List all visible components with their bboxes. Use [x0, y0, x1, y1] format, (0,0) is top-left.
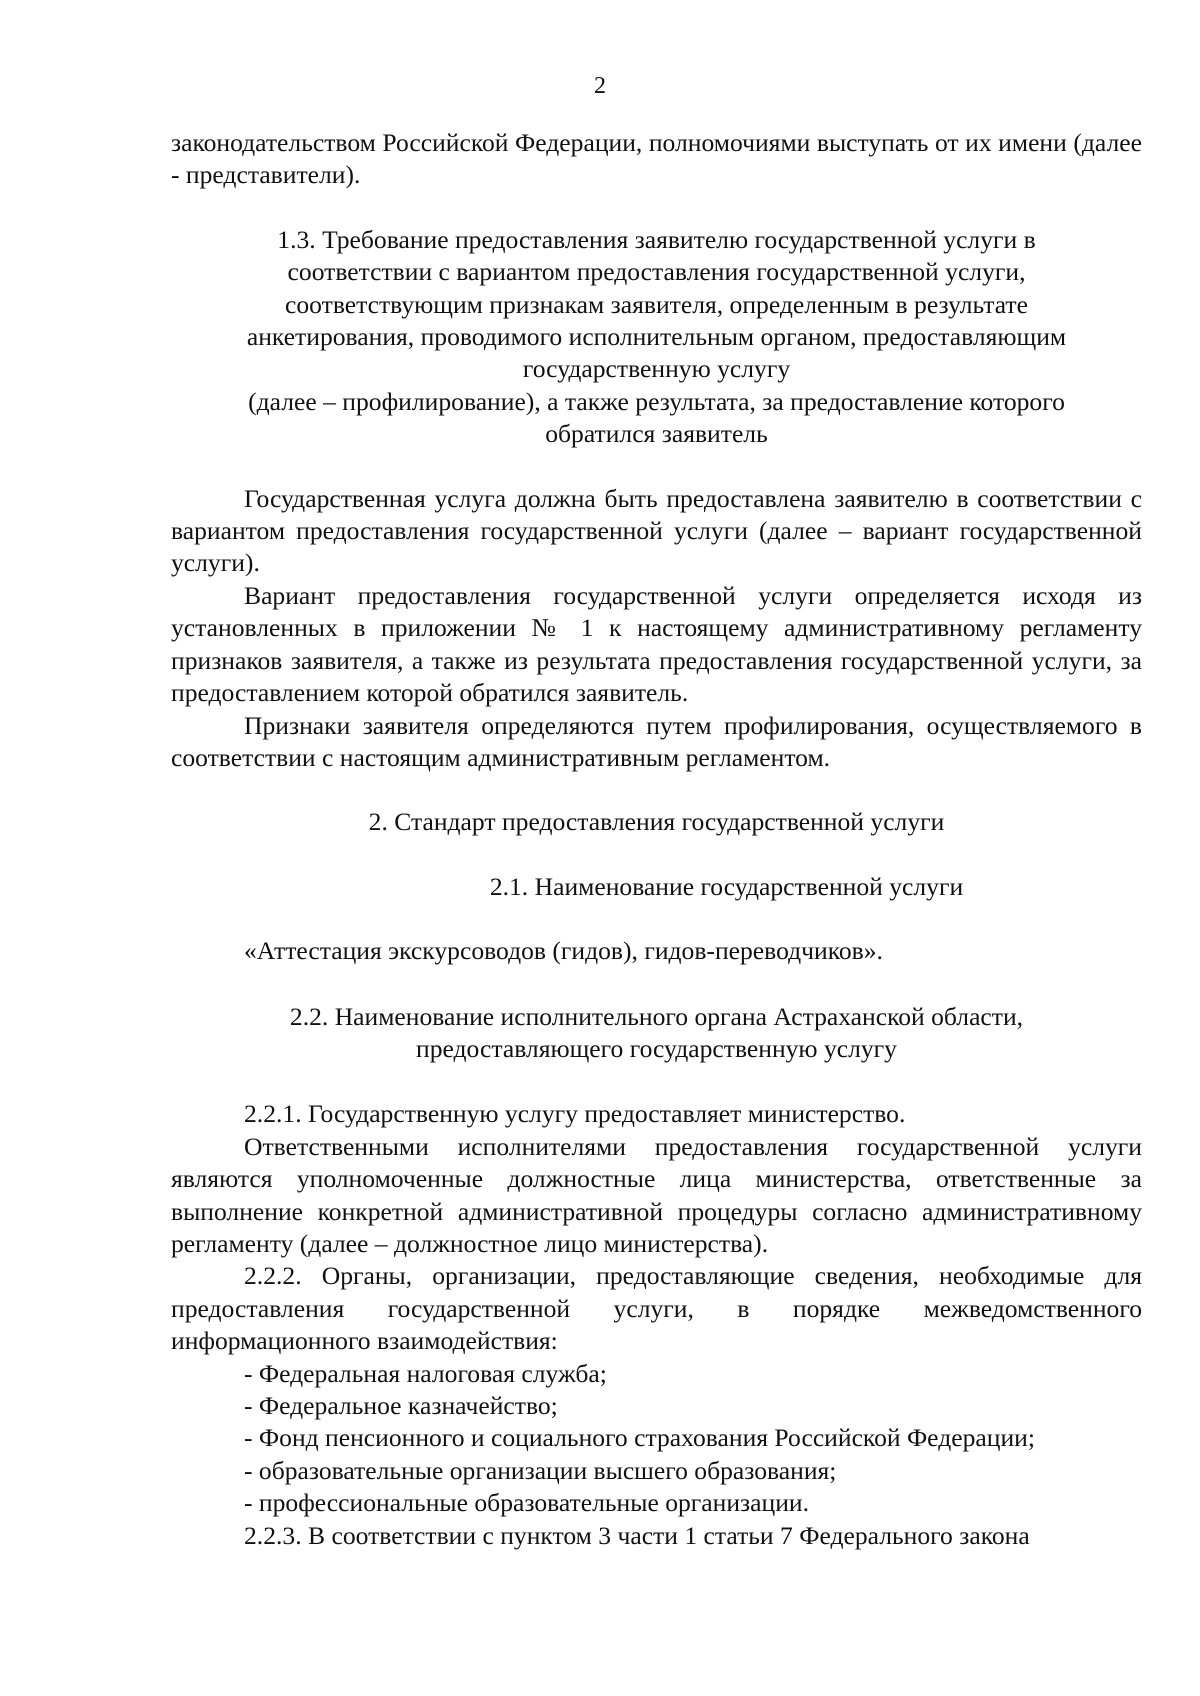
heading-line: (далее – профилирование), а также результата, за предоставление которого — [248, 386, 1065, 416]
section-heading-1-3 — [171, 224, 1142, 451]
list-item: - Федеральное казначейство; — [244, 1391, 558, 1420]
list-item: - образовательные организации высшего образования; — [244, 1455, 837, 1485]
heading-line: государственную услугу — [522, 354, 791, 384]
paragraph-2-2-3: 2.2.3. В соответствии с пунктом 3 части 1 статьи 7 Федерального закона — [244, 1520, 1030, 1550]
section-heading-2-2 — [171, 1001, 1142, 1066]
paragraph-responsible-executors: Ответственными исполнителями предоставления государственной услуги являются уполномоченные должностные лица министерства, ответственные за выполнение конкретной административной процедуры согласно административному регламенту (далее – должностное лицо министерства). — [171, 1131, 1142, 1258]
heading-line: соответствии с вариантом предоставления государственной услуги, — [287, 257, 1026, 287]
paragraph-service-variant: Государственная услуга должна быть предоставлена заявителю в соответствии с вариантом предоставления государственной услуги (далее – вариант государственной услуги). — [171, 483, 1142, 578]
page-number: 2 — [594, 73, 606, 99]
paragraph-variant-determination: Вариант предоставления государственной услуги определяется исходя из установленных в приложении № 1 к настоящему административному регламенту признаков заявителя, а также из результата предоставления государственной услуги, за предоставлением которой обратился заявитель. — [171, 580, 1142, 708]
heading-line: соответствующим признакам заявителя, определенным в результате — [285, 289, 1028, 319]
heading-line: 1.3. Требование предоставления заявителю государственной услуги в — [277, 224, 1036, 254]
list-item: - Фонд пенсионного и социального страхования Российской Федерации; — [244, 1423, 1035, 1453]
paragraph-continuation: законодательством Российской Федерации, полномочиями выступать от их имени (далее - представители). — [171, 128, 1142, 190]
heading-line: 2.2. Наименование исполнительного органа Астраханской области, — [289, 1001, 1024, 1031]
document-body — [171, 127, 1142, 1552]
section-heading-2: 2. Стандарт предоставления государственной услуги — [368, 807, 945, 837]
list-item: - Федеральная налоговая служба; — [244, 1358, 607, 1388]
paragraph-2-2-1: 2.2.1. Государственную услугу предоставляет министерство. — [244, 1099, 906, 1129]
paragraph-applicant-features: Признаки заявителя определяются путем профилирования, осуществляемого в соответствии с настоящим административным регламентом. — [171, 710, 1142, 772]
heading-line: обратился заявитель — [545, 419, 768, 449]
heading-line: предоставляющего государственную услугу — [416, 1033, 897, 1063]
section-heading-2-1: 2.1. Наименование государственной услуги — [489, 871, 964, 901]
service-name: «Аттестация экскурсоводов (гидов), гидов-переводчиков». — [244, 936, 883, 966]
list-item: - профессиональные образовательные организации. — [244, 1488, 809, 1518]
paragraph-2-2-2: 2.2.2. Органы, организации, предоставляющие сведения, необходимые для предоставления государственной услуги, в порядке межведомственного информационного взаимодействия: — [171, 1261, 1142, 1356]
heading-line: анкетирования, проводимого исполнительным органом, предоставляющим — [246, 322, 1067, 352]
